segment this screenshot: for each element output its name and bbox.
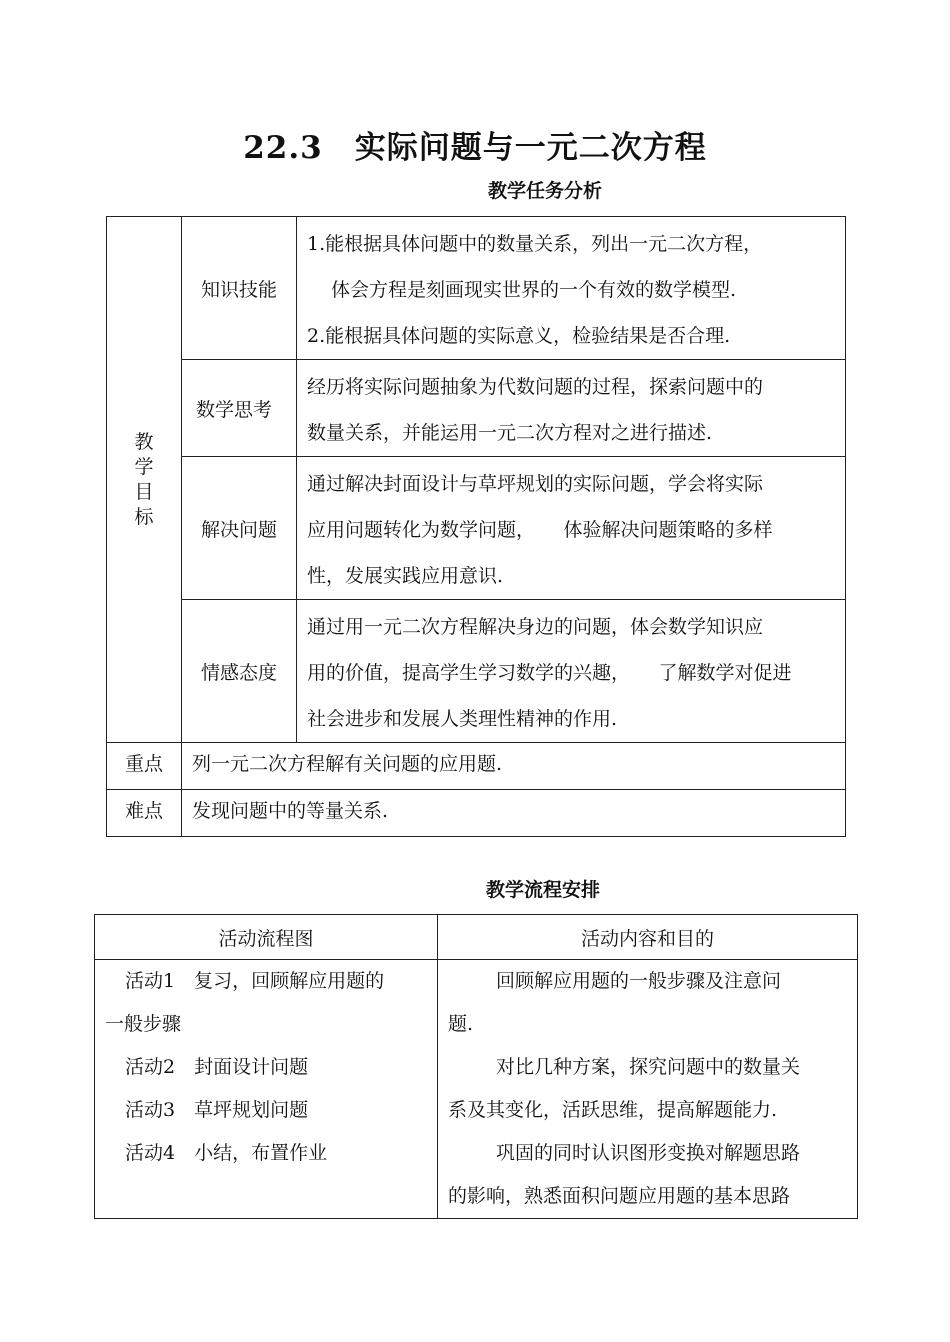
list-item: 回顾解应用题的一般步骤及注意问 — [496, 970, 782, 992]
list-item: 活动4 小结，布置作业 — [125, 1142, 328, 1164]
content-line: 1.能根据具体问题中的数量关系，列出一元二次方程， — [307, 233, 763, 255]
table-row — [107, 600, 846, 743]
list-item: 一般步骤 — [105, 1013, 182, 1035]
table-row — [107, 217, 846, 360]
content-line: 数量关系，并能运用一元二次方程对之进行描述. — [307, 422, 713, 444]
content-line: 通过用一元二次方程解决身边的问题，体会数学知识应 — [307, 616, 764, 638]
list-item: 对比几种方案，探究问题中的数量关 — [496, 1056, 801, 1078]
task-analysis-heading: 教学任务分析 — [487, 180, 602, 202]
task-analysis-table — [106, 216, 846, 837]
content-line: 性，发展实践应用意识. — [307, 565, 504, 587]
content-line: 2.能根据具体问题的实际意义，检验结果是否合理. — [307, 325, 731, 347]
row-content — [297, 457, 846, 600]
content-line: 经历将实际问题抽象为代数问题的过程，探索问题中的 — [307, 376, 764, 398]
row-label: 知识技能 — [182, 217, 297, 360]
col2-header: 活动内容和目的 — [438, 915, 858, 960]
difficulty-label: 难点 — [107, 790, 182, 837]
flow-heading: 教学流程安排 — [485, 879, 600, 901]
content-line: 社会进步和发展人类理性精神的作用. — [307, 708, 618, 730]
list-item: 系及其变化，活跃思维，提高解题能力. — [448, 1099, 778, 1121]
row-label: 情感态度 — [182, 600, 297, 743]
key-point-label: 重点 — [107, 743, 182, 790]
list-item: 题. — [448, 1013, 474, 1035]
key-point-row — [107, 743, 846, 790]
table-row — [107, 360, 846, 457]
category-cell — [107, 217, 182, 743]
table-row — [95, 960, 858, 1219]
content-line: 通过解决封面设计与草坪规划的实际问题，学会将实际 — [307, 473, 764, 495]
content-line: 用的价值，提高学生学习数学的兴趣， 了解数学对促进 — [307, 662, 792, 684]
content-list — [438, 960, 858, 1219]
row-label: 解决问题 — [182, 457, 297, 600]
list-item: 的影响，熟悉面积问题应用题的基本思路 — [448, 1185, 791, 1207]
row-label: 数学思考 — [182, 360, 297, 457]
content-line: 体会方程是刻画现实世界的一个有效的数学模型. — [331, 279, 737, 301]
key-point-text: 列一元二次方程解有关问题的应用题. — [182, 743, 846, 790]
difficulty-text: 发现问题中的等量关系. — [182, 790, 846, 837]
content-line: 应用问题转化为数学问题， 体验解决问题策略的多样 — [307, 519, 773, 541]
list-item: 活动3 草坪规划问题 — [125, 1099, 309, 1121]
flow-table — [94, 914, 858, 1219]
list-item: 活动2 封面设计问题 — [125, 1056, 309, 1078]
category-label: 教学目标 — [134, 430, 154, 528]
table-header-row — [95, 915, 858, 960]
col1-header: 活动流程图 — [95, 915, 438, 960]
row-content — [297, 600, 846, 743]
list-item: 活动1 复习，回顾解应用题的 — [125, 970, 385, 992]
table-row — [107, 457, 846, 600]
row-content — [297, 360, 846, 457]
row-content — [297, 217, 846, 360]
activity-list — [95, 960, 438, 1219]
list-item: 巩固的同时认识图形变换对解题思路 — [496, 1142, 801, 1164]
difficulty-row — [107, 790, 846, 837]
page-title: 22.3 实际问题与一元二次方程 — [243, 130, 707, 166]
